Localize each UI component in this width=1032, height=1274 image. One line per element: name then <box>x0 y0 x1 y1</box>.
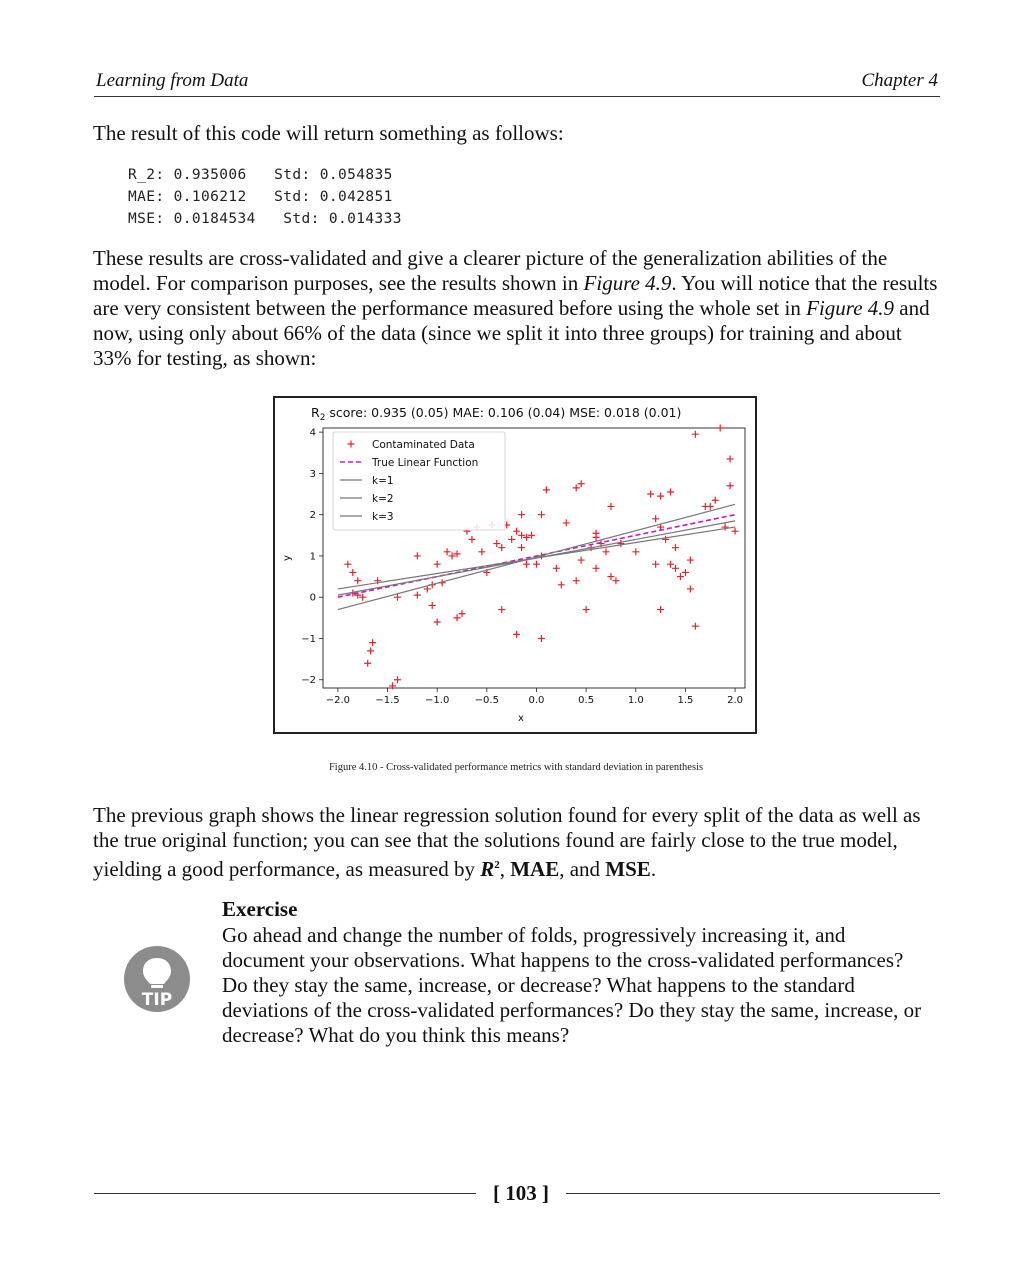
x-tick-label: 0.5 <box>578 695 595 706</box>
chart-title: $R_2$ score: 0.935 (0.05) MAE: 0.106 (0.04) MSE: 0.018 (0.01) <box>311 405 682 423</box>
explanation-text: The previous graph shows the linear regression solution found for every split of the data as well as the true original function; you can see that the solutions found are fairly close to the true model, yielding a good performance, as measured by <box>93 803 921 881</box>
footer-rule-right <box>566 1193 940 1194</box>
results-text-3: and now, using only about 66% of the data (since we split it into three groups) for training and about 33% for testing, as shown: <box>93 296 930 370</box>
x-tick-label: −1.5 <box>375 695 400 706</box>
x-tick-label: 2.0 <box>727 695 744 706</box>
lightbulb-tip-icon <box>124 946 190 1012</box>
running-header-chapter: Chapter 4 <box>861 70 938 91</box>
figure-reference: Figure 4.9 <box>583 271 672 295</box>
legend-label: k=1 <box>372 475 394 487</box>
x-tick-label: 0.0 <box>528 695 545 706</box>
separator: , <box>499 857 511 881</box>
x-tick-label: 1.0 <box>627 695 644 706</box>
mse-term: MSE <box>605 857 651 881</box>
results-text-1: These results are cross-validated and give a clearer picture of the generalization abilities of the model. For comparison purposes, see the results shown in <box>93 246 888 295</box>
running-header-title: Learning from Data <box>96 70 249 91</box>
scatter-chart <box>275 398 755 732</box>
x-tick-label: −0.5 <box>474 695 499 706</box>
legend-label: True Linear Function <box>372 457 479 469</box>
explanation-paragraph <box>93 803 943 882</box>
footer-rule-left <box>94 1193 476 1194</box>
tip-title: Exercise <box>222 897 298 921</box>
page-number: [ 103 ] <box>493 1181 549 1205</box>
x-tick-label: −2.0 <box>325 695 351 706</box>
separator: , and <box>559 857 606 881</box>
period: . <box>650 857 657 881</box>
y-tick-label: 1 <box>309 551 316 563</box>
y-tick-label: −2 <box>301 675 316 687</box>
x-tick-label: −1.0 <box>425 695 450 706</box>
tip-body: Go ahead and change the number of folds, progressively increasing it, and document your observations. What happens to the cross-validated performances? Do they stay the same, increase, or decrease? What happens to the standard deviations of the cross-validated performances? Do they stay the same, increase, or decrease? What do you think this means? <box>222 923 922 1047</box>
r-squared-exponent: 2 <box>494 859 500 871</box>
mae-term: MAE <box>510 857 560 881</box>
figure-reference: Figure 4.9 <box>806 296 895 320</box>
figure-frame <box>273 396 757 734</box>
code-output: R_2: 0.935006 Std: 0.054835 MAE: 0.106212 Std: 0.042851 MSE: 0.0184534 Std: 0.014333 <box>128 167 402 227</box>
y-tick-label: 2 <box>309 510 316 522</box>
y-tick-label: 3 <box>309 468 316 480</box>
y-tick-label: 0 <box>309 592 316 604</box>
header-rule <box>94 96 940 97</box>
x-tick-label: 1.5 <box>677 695 694 706</box>
legend-label: k=3 <box>372 511 394 523</box>
figure-caption: Figure 4.10 - Cross-validated performance metrics with standard deviation in parenthesis <box>328 762 704 773</box>
y-tick-label: −1 <box>301 633 316 645</box>
results-paragraph <box>93 246 943 371</box>
r-squared-symbol: R <box>480 857 495 881</box>
y-axis-label: y <box>282 555 293 561</box>
results-text-2: . You will notice that the results are very consistent between the performance measured before using the whole set in <box>93 271 938 320</box>
legend-label: Contaminated Data <box>372 439 475 451</box>
intro-paragraph: The result of this code will return something as follows: <box>93 121 564 145</box>
tip-label: TIP <box>141 990 173 1010</box>
legend-label: k=2 <box>372 493 394 505</box>
x-axis-label: x <box>518 713 524 724</box>
chart-legend <box>333 432 505 530</box>
y-tick-label: 4 <box>309 427 316 439</box>
